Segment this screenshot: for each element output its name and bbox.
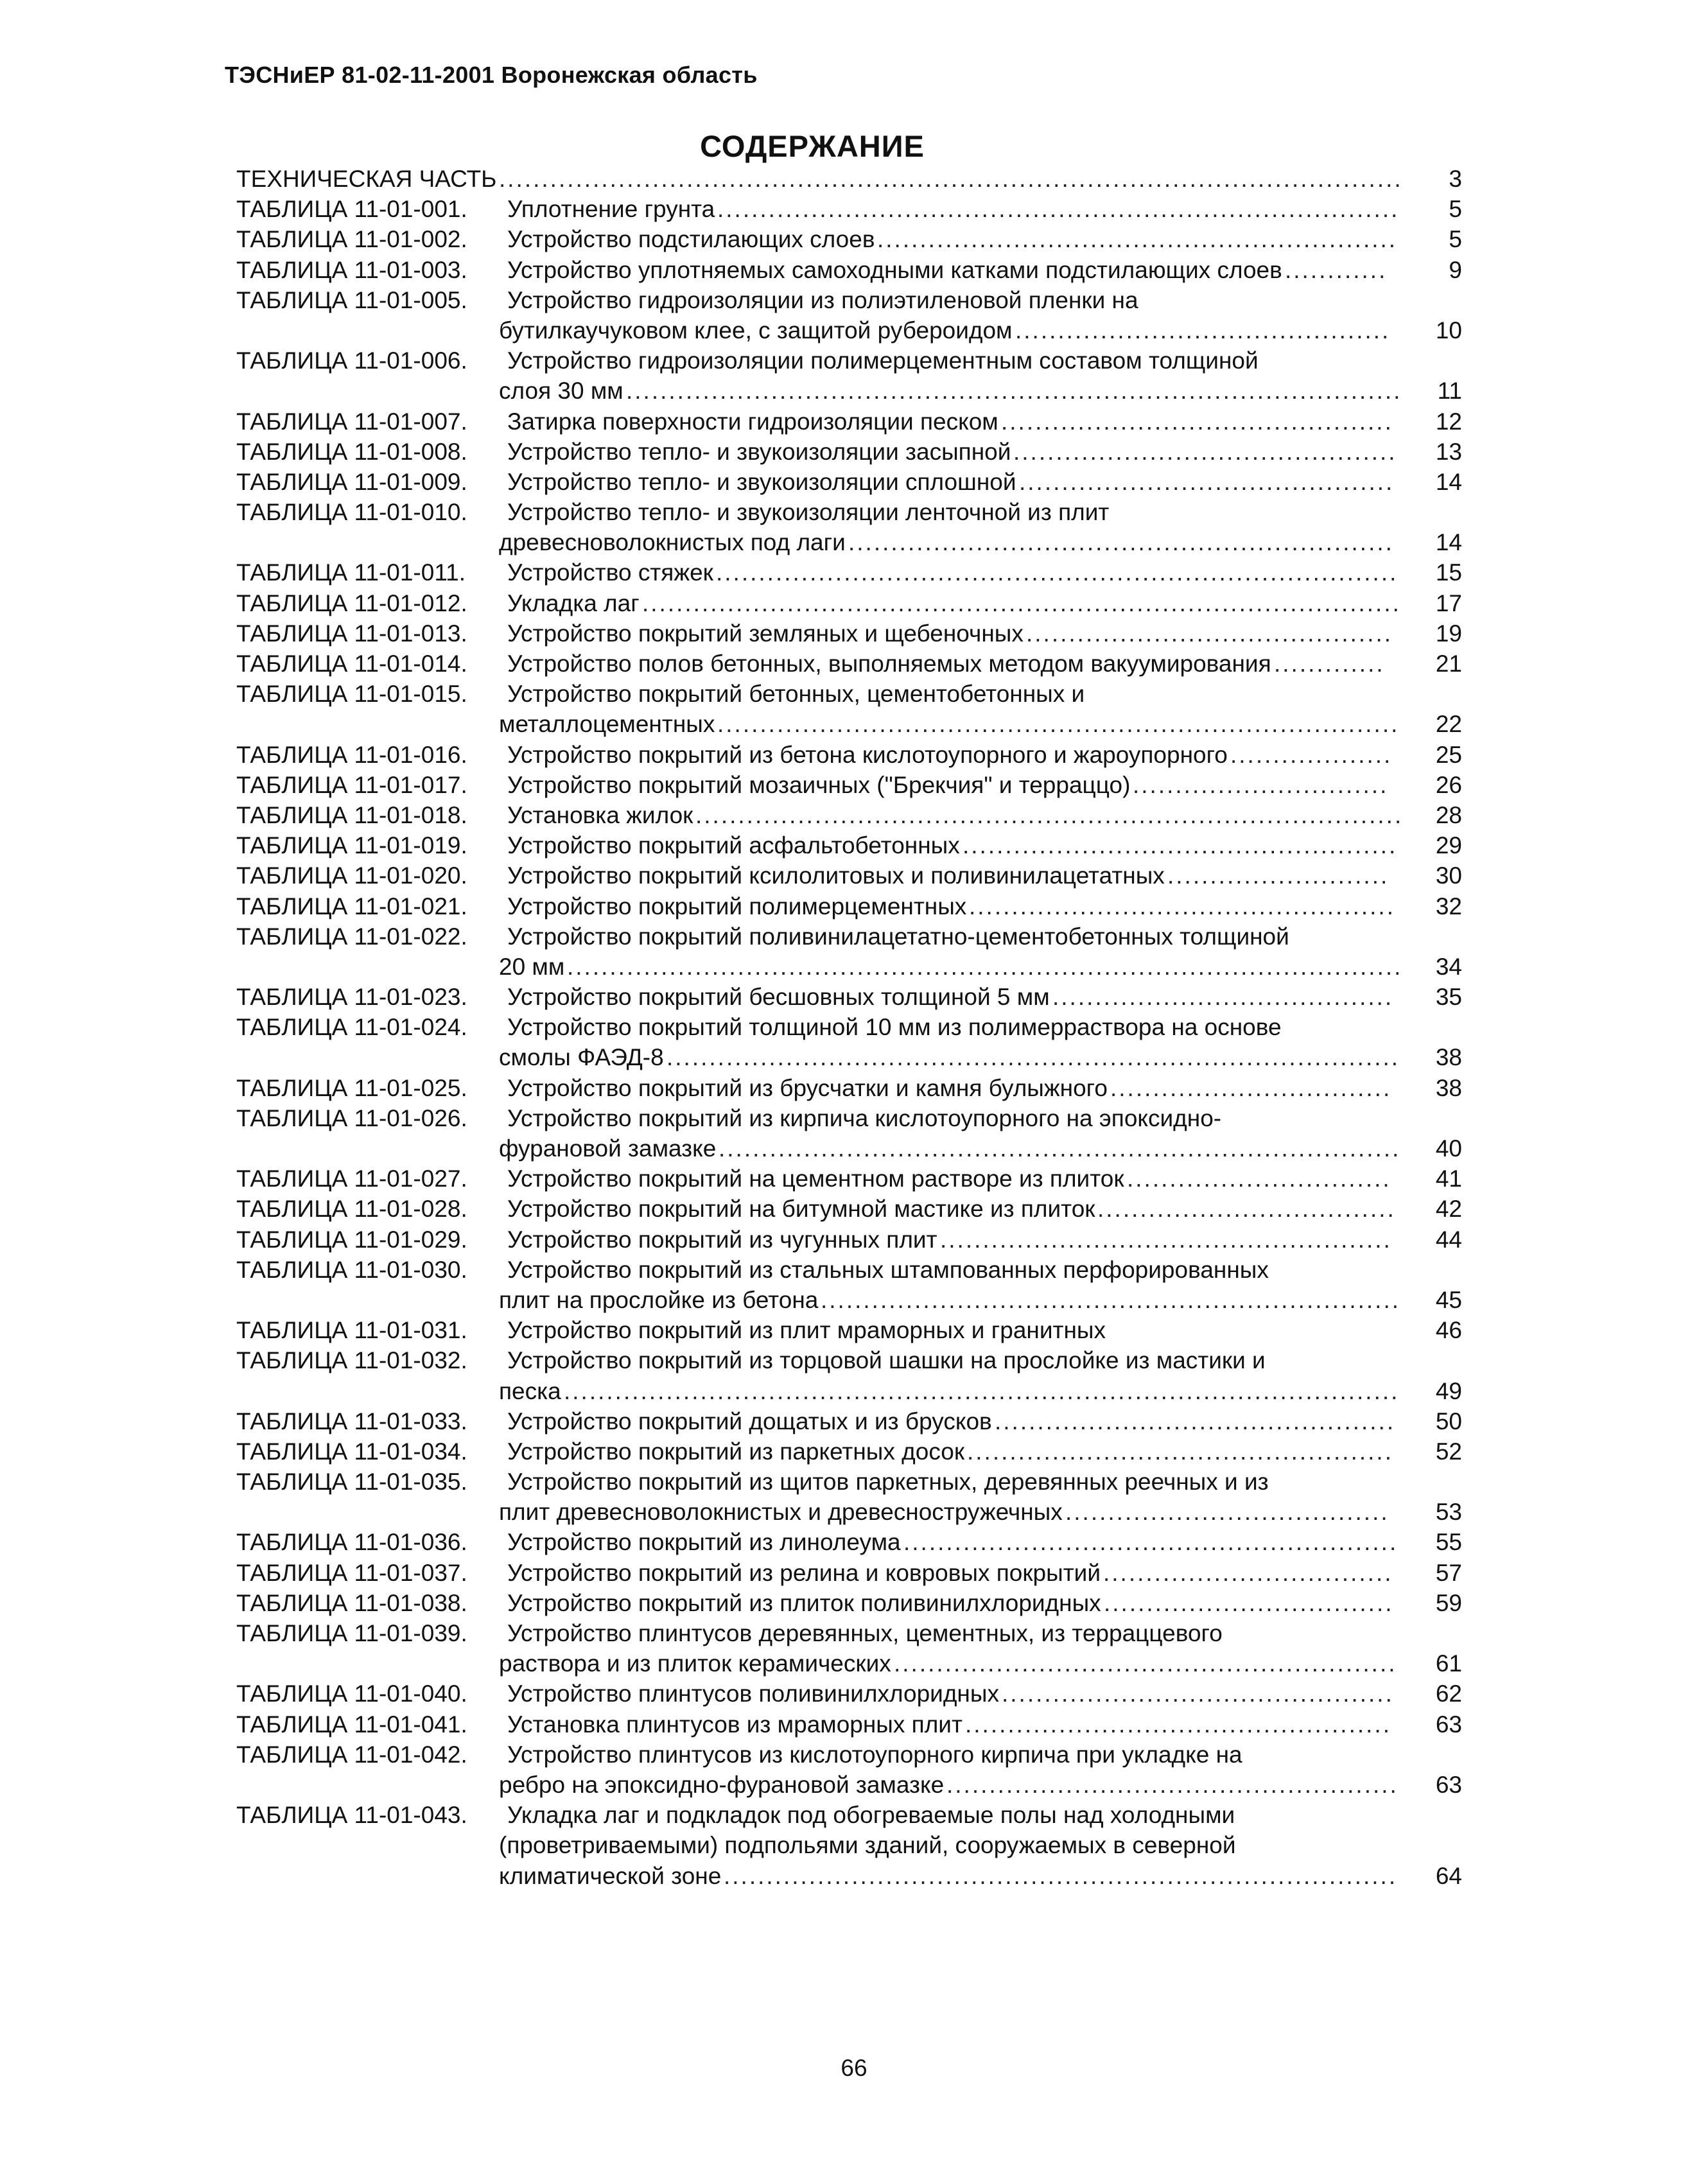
toc-leader-dots: ...................................................: [963, 832, 1398, 859]
toc-entry[interactable]: [0, 800, 1679, 830]
toc-entry-code: ТАБЛИЦА 11-01-039.: [236, 1620, 467, 1646]
toc-entry-page: 10: [1435, 317, 1462, 344]
toc-entry[interactable]: [0, 1103, 1679, 1133]
toc-entry-page: 59: [1435, 1589, 1462, 1616]
toc-entry-continuation[interactable]: [0, 952, 1679, 982]
toc-entry-title: Устройство покрытий из релина и ковровых покрытий: [507, 1559, 1101, 1586]
toc-leader-dots: ..............................: [1133, 771, 1389, 798]
toc-entry-code: ТАБЛИЦА 11-01-030.: [236, 1256, 467, 1283]
toc-entry-title: Устройство покрытий из плиток поливинилхлоридных: [507, 1589, 1101, 1616]
toc-entry-code: ТАБЛИЦА 11-01-006.: [236, 347, 467, 374]
toc-entry-title: смолы ФАЭД-8: [499, 1044, 664, 1071]
toc-entry-title: Устройство стяжек: [507, 559, 713, 586]
toc-entry-code: ТАБЛИЦА 11-01-035.: [236, 1469, 467, 1495]
toc-leader-dots: ................................................................................: [716, 559, 1399, 586]
toc-leader-dots: ....................................................................: [821, 1286, 1401, 1313]
toc-entry-page: 12: [1435, 408, 1462, 435]
toc-entry[interactable]: [0, 224, 1679, 254]
toc-entry-title: Уплотнение грунта: [507, 196, 715, 223]
toc-entry[interactable]: [0, 255, 1679, 285]
toc-technical-part[interactable]: [0, 164, 1679, 194]
toc-entry-continuation[interactable]: [0, 315, 1679, 345]
toc-entry-code: ТАБЛИЦА 11-01-007.: [236, 408, 467, 435]
toc-entry-continuation[interactable]: [0, 376, 1679, 406]
toc-entry-title: Устройство покрытий из брусчатки и камня булыжного: [507, 1074, 1108, 1101]
toc-entry-title: Устройство покрытий из паркетных досок: [507, 1438, 965, 1465]
toc-entry-title: металлоцементных: [499, 711, 715, 738]
toc-entry-title: Устройство тепло- и звукоизоляции сплошной: [507, 468, 1016, 495]
toc-entry-title: Устройство покрытий из плит мраморных и гранитных: [507, 1317, 1106, 1344]
toc-entry-page: 40: [1435, 1135, 1462, 1162]
toc-entry-page: 28: [1435, 801, 1462, 828]
toc-leader-dots: ...............................................................................: [724, 1862, 1398, 1889]
toc-entry-page: 50: [1435, 1408, 1462, 1434]
toc-entry-code: ТАБЛИЦА 11-01-009.: [236, 468, 467, 495]
toc-leader-dots: .................................: [1110, 1074, 1392, 1101]
toc-entry-continuation[interactable]: [0, 1648, 1679, 1679]
toc-entry-continuation[interactable]: [0, 1042, 1679, 1072]
toc-entry[interactable]: [0, 830, 1679, 860]
toc-entry-continuation[interactable]: [0, 1285, 1679, 1315]
toc-entry-title: Устройство покрытий толщиной 10 мм из полимерраствора на основе: [507, 1014, 1282, 1041]
toc-technical-page: 3: [1449, 166, 1462, 192]
toc-entry-page: 45: [1435, 1286, 1462, 1313]
toc-entry[interactable]: [0, 194, 1679, 224]
toc-entry-title: Устройство покрытий дощатых и из брусков: [507, 1408, 992, 1434]
toc-entry-title: Устройство плинтусов поливинилхлоридных: [507, 1680, 999, 1707]
toc-entry[interactable]: [0, 1800, 1679, 1830]
toc-entry-title: Устройство уплотняемых самоходными катками подстилающих слоев: [507, 256, 1282, 283]
toc-entry-title: древесноволокнистых под лаги: [499, 529, 846, 556]
toc-leader-dots: ........................................: [1052, 984, 1394, 1011]
toc-entry-page: 15: [1435, 559, 1462, 586]
toc-leader-dots: ...........................................................: [894, 1650, 1397, 1677]
toc-entry-page: 25: [1435, 741, 1462, 768]
toc-leader-dots: .....................................................: [946, 1771, 1399, 1798]
toc-entry-title: слоя 30 мм: [499, 378, 623, 405]
toc-entry-code: ТАБЛИЦА 11-01-029.: [236, 1226, 467, 1253]
toc-entry-title: климатической зоне: [499, 1862, 722, 1889]
toc-entry-title: Укладка лаг и подкладок под обогреваемые полы над холодными: [507, 1802, 1235, 1829]
toc-entry-page: 5: [1449, 226, 1462, 253]
toc-entry-code: ТАБЛИЦА 11-01-012.: [236, 589, 467, 616]
toc-entry-title: Устройство покрытий бесшовных толщиной 5 мм: [507, 984, 1050, 1011]
toc-entry-page: 46: [1435, 1317, 1462, 1344]
toc-entry-code: ТАБЛИЦА 11-01-038.: [236, 1589, 467, 1616]
toc-entry-code: ТАБЛИЦА 11-01-020.: [236, 862, 467, 889]
toc-entry-title: Устройство покрытий мозаичных ("Брекчия" и терраццо): [507, 771, 1131, 798]
toc-entry[interactable]: [0, 770, 1679, 800]
toc-entry-code: ТАБЛИЦА 11-01-028.: [236, 1196, 467, 1223]
toc-entry-continuation[interactable]: [0, 1497, 1679, 1527]
toc-entry-page: 63: [1435, 1711, 1462, 1738]
toc-leader-dots: ..................................................................................................: [567, 953, 1403, 980]
toc-title: СОДЕРЖАНИЕ: [700, 129, 925, 163]
toc-entry-code: ТАБЛИЦА 11-01-008.: [236, 438, 467, 465]
toc-entry-continuation[interactable]: [0, 1861, 1679, 1891]
toc-leader-dots: ............................................: [1015, 317, 1391, 344]
toc-entry-title: Устройство покрытий из линолеума: [507, 1529, 901, 1556]
toc-entry-code: ТАБЛИЦА 11-01-001.: [236, 196, 467, 223]
toc-leader-dots: ...................................................................................: [695, 801, 1404, 828]
toc-entry-code: ТАБЛИЦА 11-01-015.: [236, 681, 467, 708]
toc-leader-dots: ..........................................................: [903, 1529, 1399, 1556]
toc-entry[interactable]: [0, 1588, 1679, 1618]
toc-entry-page: 38: [1435, 1074, 1462, 1101]
toc-entry[interactable]: [0, 1436, 1679, 1467]
toc-leader-dots: ..................................................................................................: [564, 1377, 1400, 1404]
toc-entry[interactable]: [0, 618, 1679, 649]
toc-leader-dots: ...........................................: [1026, 620, 1393, 647]
toc-leader-dots: .............: [1274, 650, 1385, 677]
toc-entry-continuation[interactable]: [0, 1770, 1679, 1800]
toc-entry-page: 21: [1435, 650, 1462, 677]
toc-entry-title: Устройство покрытий земляных и щебеночных: [507, 620, 1024, 647]
toc-leader-dots: ...............................................: [995, 1408, 1396, 1434]
toc-entry-page: 38: [1435, 1044, 1462, 1071]
toc-entry-page: 64: [1435, 1862, 1462, 1889]
toc-entry-continuation[interactable]: [0, 1830, 1679, 1860]
toc-entry-title: Устройство гидроизоляции полимерцементным составом толщиной: [507, 347, 1259, 374]
toc-entry-continuation[interactable]: [0, 1376, 1679, 1406]
toc-leader-dots: ............................................: [1019, 468, 1395, 495]
toc-entry[interactable]: [0, 406, 1679, 437]
toc-leader-dots: ...................................: [1097, 1196, 1396, 1223]
toc-entry[interactable]: [0, 345, 1679, 376]
toc-entry-code: ТАБЛИЦА 11-01-013.: [236, 620, 467, 647]
toc-leader-dots: ...................: [1230, 741, 1393, 768]
toc-entry[interactable]: [0, 497, 1679, 527]
toc-entry-code: ТАБЛИЦА 11-01-002.: [236, 226, 467, 253]
toc-entry-page: 30: [1435, 862, 1462, 889]
toc-leader-dots: ................................................................................: [717, 711, 1400, 738]
toc-leader-dots: ..............................................: [1001, 408, 1393, 435]
toc-entry-title: Устройство покрытий асфальтобетонных: [507, 832, 960, 859]
toc-entry-page: 57: [1435, 1559, 1462, 1586]
toc-entry-code: ТАБЛИЦА 11-01-036.: [236, 1529, 467, 1556]
toc-entry-code: ТАБЛИЦА 11-01-027.: [236, 1165, 467, 1192]
toc-entry-title: Устройство покрытий из стальных штампованных перфорированных: [507, 1256, 1269, 1283]
toc-entry-code: ТАБЛИЦА 11-01-024.: [236, 1014, 467, 1041]
toc-entry[interactable]: [0, 1527, 1679, 1557]
toc-entry-code: ТАБЛИЦА 11-01-018.: [236, 801, 467, 828]
toc-entry-page: 61: [1435, 1650, 1462, 1677]
toc-entry-page: 29: [1435, 832, 1462, 859]
toc-leader-dots: ...............................: [1127, 1165, 1391, 1192]
toc-leader-dots: ..........................................................................................................: [499, 166, 1403, 192]
toc-entry-title: бутилкаучуковом клее, с защитой рубероидом: [499, 317, 1013, 344]
toc-entry[interactable]: [0, 1618, 1679, 1648]
table-of-contents: [0, 164, 1679, 1891]
toc-entry-page: 5: [1449, 196, 1462, 223]
toc-entry-code: ТАБЛИЦА 11-01-037.: [236, 1559, 467, 1586]
toc-entry-title: песка: [499, 1377, 561, 1404]
toc-entry-code: ТАБЛИЦА 11-01-021.: [236, 893, 467, 920]
toc-entry-page: 42: [1435, 1196, 1462, 1223]
toc-leader-dots: ..................................................: [969, 893, 1395, 920]
toc-entry-code: ТАБЛИЦА 11-01-032.: [236, 1347, 467, 1374]
toc-entry-page: 35: [1435, 984, 1462, 1011]
toc-entry[interactable]: [0, 982, 1679, 1012]
toc-entry-page: 41: [1435, 1165, 1462, 1192]
toc-leader-dots: ..................................................: [965, 1711, 1391, 1738]
toc-entry[interactable]: [0, 1255, 1679, 1285]
toc-entry-page: 62: [1435, 1680, 1462, 1707]
toc-entry-title: Устройство тепло- и звукоизоляции ленточной из плит: [507, 499, 1110, 526]
toc-leader-dots: ................................................................................: [717, 196, 1400, 223]
toc-entry-title: Устройство покрытий поливинилацетатно-цементобетонных толщиной: [507, 923, 1289, 950]
toc-entry-page: 11: [1437, 378, 1462, 405]
toc-entry-code: ТАБЛИЦА 11-01-003.: [236, 256, 467, 283]
toc-entry-title: Устройство покрытий бетонных, цементобетонных и: [507, 681, 1085, 708]
toc-entry[interactable]: [0, 1164, 1679, 1194]
toc-entry[interactable]: [0, 1558, 1679, 1588]
toc-entry[interactable]: [0, 1012, 1679, 1042]
toc-entry-page: 32: [1435, 893, 1462, 920]
document-header: ТЭСНиЕР 81-02-11-2001 Воронежская область: [225, 62, 758, 88]
toc-entry-code: ТАБЛИЦА 11-01-034.: [236, 1438, 467, 1465]
toc-entry[interactable]: [0, 285, 1679, 315]
toc-leader-dots: ......................................: [1065, 1499, 1390, 1526]
toc-entry[interactable]: [0, 921, 1679, 952]
toc-entry-page: 44: [1435, 1226, 1462, 1253]
toc-entry-page: 22: [1435, 711, 1462, 738]
toc-entry[interactable]: [0, 1406, 1679, 1436]
toc-entry-title: плит древесноволокнистых и древесностружечных: [499, 1499, 1063, 1526]
toc-entry[interactable]: [0, 649, 1679, 679]
toc-entry-title: 20 мм: [499, 953, 565, 980]
toc-entry-title: Устройство полов бетонных, выполняемых методом вакуумирования: [507, 650, 1271, 677]
toc-entry-code: ТАБЛИЦА 11-01-042.: [236, 1741, 467, 1768]
toc-entry-title: Устройство покрытий на битумной мастике из плиток: [507, 1196, 1095, 1223]
toc-entry[interactable]: [0, 467, 1679, 497]
toc-entry-title: Устройство покрытий из бетона кислотоупорного и жароупорного: [507, 741, 1228, 768]
toc-entry-page: 17: [1435, 589, 1462, 616]
toc-entry[interactable]: [0, 1709, 1679, 1740]
toc-entry-page: 34: [1435, 953, 1462, 980]
toc-entry-title: раствора и из плиток керамических: [499, 1650, 891, 1677]
toc-entry-code: ТАБЛИЦА 11-01-026.: [236, 1104, 467, 1131]
toc-entry-code: ТАБЛИЦА 11-01-005.: [236, 286, 467, 313]
toc-entry-title: Укладка лаг: [507, 589, 640, 616]
toc-entry-code: ТАБЛИЦА 11-01-017.: [236, 771, 467, 798]
toc-leader-dots: ..............................................: [1002, 1680, 1394, 1707]
toc-entry[interactable]: [0, 557, 1679, 588]
toc-entry[interactable]: [0, 1467, 1679, 1497]
toc-entry-page: 53: [1435, 1499, 1462, 1526]
toc-entry-title: Затирка поверхности гидроизоляции песком: [507, 408, 998, 435]
toc-entry-code: ТАБЛИЦА 11-01-025.: [236, 1074, 467, 1101]
toc-entry-title: Устройство покрытий на цементном растворе из плиток: [507, 1165, 1124, 1192]
toc-technical-label: ТЕХНИЧЕСКАЯ ЧАСТЬ: [236, 166, 497, 192]
toc-leader-dots: ...........................................................................................: [626, 378, 1402, 405]
toc-entry-title: Устройство плинтусов деревянных, цементных, из терраццевого: [507, 1620, 1223, 1646]
toc-leader-dots: ..........................: [1167, 862, 1390, 889]
toc-entry-code: ТАБЛИЦА 11-01-016.: [236, 741, 467, 768]
toc-leader-dots: ..................................................: [967, 1438, 1393, 1465]
toc-entry-code: ТАБЛИЦА 11-01-019.: [236, 832, 467, 859]
toc-entry-title: Устройство покрытий из торцовой шашки на прослойке из мастики и: [507, 1347, 1266, 1374]
toc-entry-title: Устройство покрытий из чугунных плит: [507, 1226, 937, 1253]
toc-leader-dots: ......................................................................................: [667, 1044, 1400, 1071]
toc-entry[interactable]: [0, 1679, 1679, 1709]
toc-leader-dots: ..................................: [1103, 1559, 1393, 1586]
toc-entry-code: ТАБЛИЦА 11-01-023.: [236, 984, 467, 1011]
toc-entry-code: ТАБЛИЦА 11-01-041.: [236, 1711, 467, 1738]
toc-leader-dots: .........................................................................................: [642, 589, 1401, 616]
toc-leader-dots: .....................................................: [940, 1226, 1392, 1253]
toc-entry-code: ТАБЛИЦА 11-01-010.: [236, 499, 467, 526]
toc-entry-title: Устройство подстилающих слоев: [507, 226, 875, 253]
toc-entry-title: Устройство покрытий ксилолитовых и поливинилацетатных: [507, 862, 1165, 889]
toc-entry-page: 26: [1435, 771, 1462, 798]
toc-entry-continuation[interactable]: [0, 1133, 1679, 1164]
toc-entry[interactable]: [0, 891, 1679, 921]
toc-entry-page: 55: [1435, 1529, 1462, 1556]
toc-entry-title: Установка жилок: [507, 801, 693, 828]
toc-entry-title: плит на прослойке из бетона: [499, 1286, 819, 1313]
toc-entry-title: Устройство покрытий из щитов паркетных, деревянных реечных и из: [507, 1469, 1269, 1495]
toc-entry-title: ребро на эпоксидно-фурановой замазке: [499, 1771, 945, 1798]
toc-entry-code: ТАБЛИЦА 11-01-043.: [236, 1802, 467, 1829]
toc-entry-continuation[interactable]: [0, 709, 1679, 739]
toc-entry[interactable]: [0, 588, 1679, 618]
toc-entry-code: ТАБЛИЦА 11-01-033.: [236, 1408, 467, 1434]
toc-entry[interactable]: [0, 1740, 1679, 1770]
toc-entry-title: фурановой замазке: [499, 1135, 717, 1162]
toc-entry[interactable]: [0, 1315, 1679, 1345]
toc-entry-code: ТАБЛИЦА 11-01-031.: [236, 1317, 467, 1344]
toc-entry-title: Устройство покрытий из кирпича кислотоупорного на эпоксидно-: [507, 1104, 1222, 1131]
toc-leader-dots: ..................................: [1104, 1589, 1394, 1616]
toc-entry[interactable]: [0, 740, 1679, 770]
toc-entry-page: 9: [1449, 256, 1462, 283]
toc-entry[interactable]: [0, 860, 1679, 891]
toc-entry[interactable]: [0, 437, 1679, 467]
toc-entry-page: 14: [1435, 529, 1462, 556]
toc-entry-title: Устройство гидроизоляции из полиэтиленовой пленки на: [507, 286, 1138, 313]
toc-leader-dots: ................................................................................: [719, 1135, 1401, 1162]
toc-leader-dots: ................................................................: [848, 529, 1394, 556]
toc-entry-page: 49: [1435, 1377, 1462, 1404]
toc-entry-title: (проветриваемыми) подпольями зданий, сооружаемых в северной: [499, 1832, 1236, 1859]
toc-entry-page: 52: [1435, 1438, 1462, 1465]
toc-entry-page: 19: [1435, 620, 1462, 647]
toc-entry-continuation[interactable]: [0, 527, 1679, 557]
toc-entry[interactable]: [0, 1073, 1679, 1103]
toc-leader-dots: ............: [1285, 256, 1388, 283]
toc-leader-dots: .............................................: [1013, 438, 1397, 465]
toc-entry[interactable]: [0, 1345, 1679, 1375]
toc-entry-page: 63: [1435, 1771, 1462, 1798]
toc-entry-title: Устройство покрытий полимерцементных: [507, 893, 967, 920]
toc-entry[interactable]: [0, 1194, 1679, 1224]
toc-entry[interactable]: [0, 1225, 1679, 1255]
toc-entry[interactable]: [0, 679, 1679, 709]
toc-entry-code: ТАБЛИЦА 11-01-022.: [236, 923, 467, 950]
toc-entry-title: Установка плинтусов из мраморных плит: [507, 1711, 963, 1738]
toc-entry-title: Устройство плинтусов из кислотоупорного кирпича при укладке на: [507, 1741, 1242, 1768]
toc-entry-page: 14: [1435, 468, 1462, 495]
toc-leader-dots: .............................................................: [877, 226, 1398, 253]
toc-entry-code: ТАБЛИЦА 11-01-014.: [236, 650, 467, 677]
page-number: 66: [841, 2055, 867, 2081]
toc-entry-code: ТАБЛИЦА 11-01-040.: [236, 1680, 467, 1707]
toc-entry-page: 13: [1435, 438, 1462, 465]
toc-entry-code: ТАБЛИЦА 11-01-011.: [236, 559, 466, 586]
toc-entry-title: Устройство тепло- и звукоизоляции засыпной: [507, 438, 1011, 465]
